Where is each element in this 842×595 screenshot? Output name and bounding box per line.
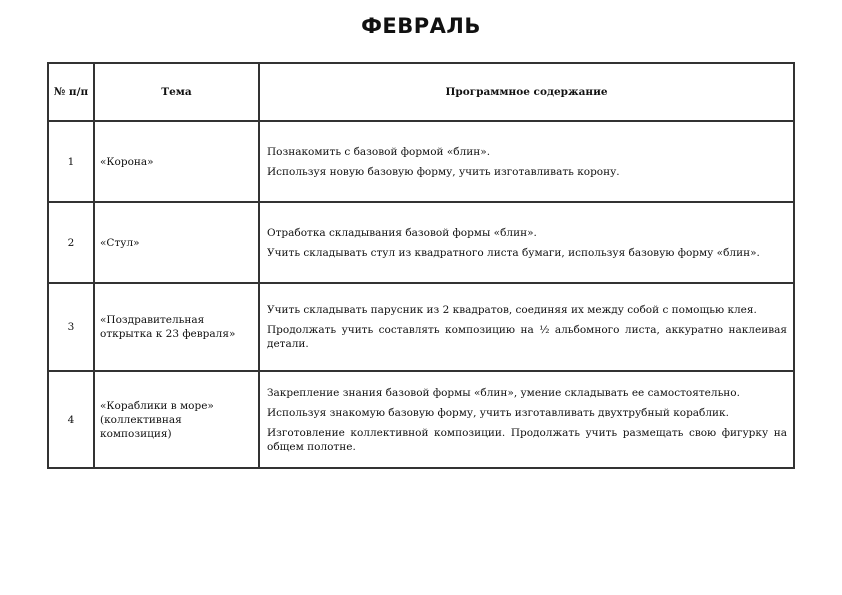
row-topic: «Кораблики в море» (коллективная композиция) xyxy=(94,371,259,468)
row-topic: «Стул» xyxy=(94,202,259,283)
lesson-plan-table xyxy=(47,62,795,469)
row-num: 2 xyxy=(48,202,94,283)
page-title: ФЕВРАЛЬ xyxy=(361,14,481,38)
row-content xyxy=(259,283,794,371)
content-line: Используя знакомую базовую форму, учить изготавливать двухтрубный кораблик. xyxy=(267,406,729,419)
table-row xyxy=(48,121,794,202)
row-num: 1 xyxy=(48,121,94,202)
content-line: Познакомить с базовой формой «блин». xyxy=(267,145,491,158)
table-row xyxy=(48,202,794,283)
header-num: № п/п xyxy=(48,63,94,121)
header-content: Программное содержание xyxy=(259,63,794,121)
table-header-row xyxy=(48,63,794,121)
content-line: Закрепление знания базовой формы «блин», умение складывать ее самостоятельно. xyxy=(267,386,740,399)
header-topic: Тема xyxy=(94,63,259,121)
content-line: Отработка складывания базовой формы «блин». xyxy=(267,226,537,239)
content-line: Используя новую базовую форму, учить изготавливать корону. xyxy=(267,165,620,178)
table-row xyxy=(48,371,794,468)
row-topic: «Корона» xyxy=(94,121,259,202)
table-row xyxy=(48,283,794,371)
row-num: 4 xyxy=(48,371,94,468)
row-topic: «Поздравительная открытка к 23 февраля» xyxy=(94,283,259,371)
content-line: Изготовление коллективной композиции. Продолжать учить размещать свою фигурку на общем полотне. xyxy=(267,426,787,453)
row-content xyxy=(259,202,794,283)
row-content xyxy=(259,371,794,468)
row-content xyxy=(259,121,794,202)
content-line: Продолжать учить составлять композицию на ½ альбомного листа, аккуратно наклеивая детали. xyxy=(267,324,787,350)
content-line: Учить складывать стул из квадратного листа бумаги, используя базовую форму «блин». xyxy=(267,246,760,259)
content-line: Учить складывать парусник из 2 квадратов, соединяя их между собой с помощью клея. xyxy=(267,304,757,316)
row-num: 3 xyxy=(48,283,94,371)
